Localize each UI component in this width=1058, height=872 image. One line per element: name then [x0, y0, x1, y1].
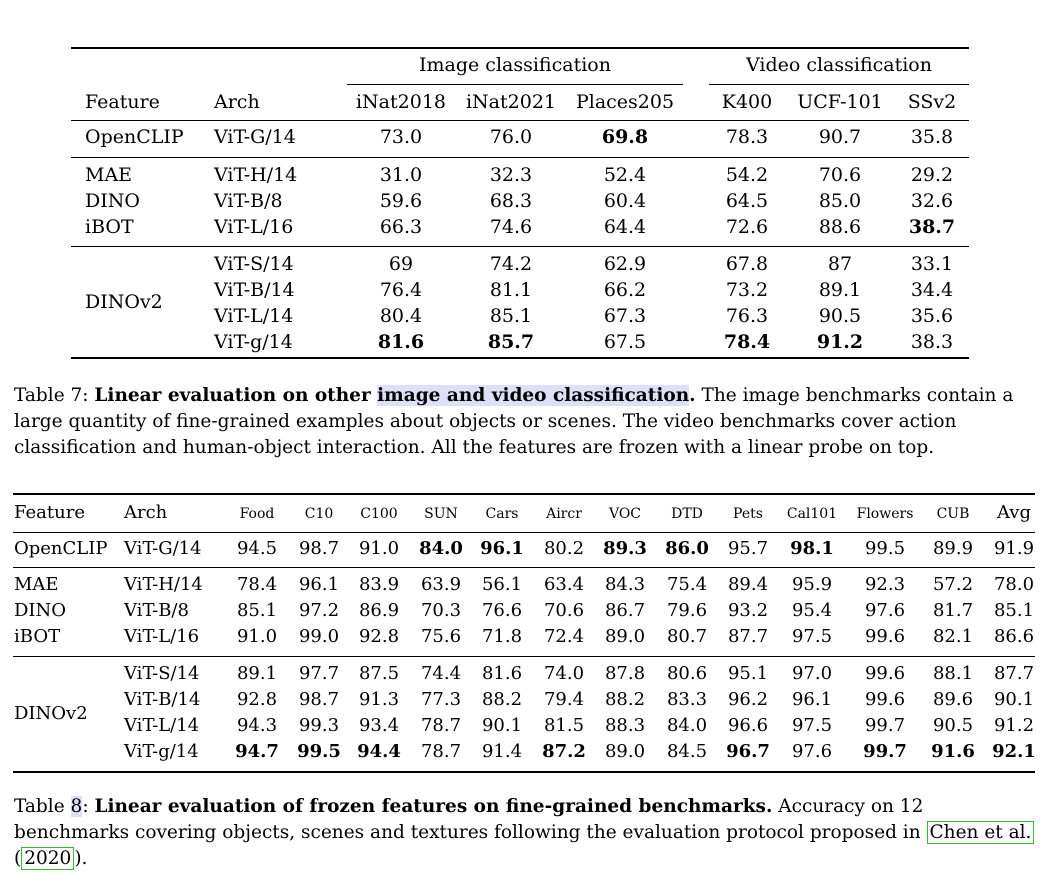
- value-cell: 99.0: [298, 626, 340, 647]
- arch-cell: ViT-B/14: [214, 279, 295, 301]
- value-cell: 86.6: [993, 626, 1035, 647]
- value-cell: 86.0: [665, 538, 709, 559]
- value-cell: 88.2: [481, 689, 523, 710]
- value-cell: 97.5: [791, 626, 833, 647]
- value-cell: 89.1: [818, 279, 862, 301]
- value-cell: 91.0: [358, 538, 400, 559]
- feature-cell: OpenCLIP: [85, 126, 184, 148]
- value-cell: 70.3: [420, 600, 462, 621]
- value-cell: 71.8: [481, 626, 523, 647]
- arch-cell: ViT-H/14: [124, 574, 203, 595]
- value-cell: 80.4: [379, 305, 423, 327]
- value-cell: 84.0: [666, 715, 708, 736]
- caption-bold: Linear evaluation of frozen features on fine-grained benchmarks.: [94, 796, 773, 817]
- value-cell: 98.7: [298, 689, 340, 710]
- value-cell: 54.2: [725, 164, 769, 186]
- value-cell: 91.6: [931, 741, 975, 762]
- value-cell: 60.4: [603, 190, 647, 212]
- value-cell: 97.0: [791, 663, 833, 684]
- col-header: Aircr: [546, 506, 582, 522]
- value-cell: 99.6: [864, 626, 906, 647]
- feature-cell: DINO: [14, 600, 67, 621]
- feature-cell: OpenCLIP: [14, 538, 108, 559]
- value-cell: 96.1: [298, 574, 340, 595]
- value-cell: 59.6: [379, 190, 423, 212]
- value-cell: 57.2: [932, 574, 974, 595]
- value-cell: 56.1: [481, 574, 523, 595]
- arch-cell: ViT-S/14: [214, 253, 294, 275]
- value-cell: 96.1: [791, 689, 833, 710]
- value-cell: 81.6: [377, 331, 425, 353]
- value-cell: 73.2: [725, 279, 769, 301]
- value-cell: 80.7: [666, 626, 708, 647]
- value-cell: 89.6: [932, 689, 974, 710]
- value-cell: 90.5: [932, 715, 974, 736]
- caption-bold: Linear evaluation on other: [94, 385, 378, 406]
- value-cell: 87.2: [542, 741, 586, 762]
- group-rule-2: [13, 656, 1035, 657]
- value-cell: 96.2: [727, 689, 769, 710]
- table-8-caption: Table 8: Linear evaluation of frozen features on fine-grained benchmarks. Accuracy on 12 benchmarks covering objects, scenes and textures following the evaluation protocol proposed in Chen et al. ( 2020 ).: [14, 794, 1044, 872]
- value-cell: 91.2: [816, 331, 864, 353]
- value-cell: 90.1: [481, 715, 523, 736]
- value-cell: 32.3: [489, 164, 533, 186]
- value-cell: 88.3: [604, 715, 646, 736]
- col-header: DTD: [671, 506, 703, 522]
- value-cell: 85.1: [993, 600, 1035, 621]
- feature-cell: MAE: [85, 164, 133, 186]
- value-cell: 76.3: [725, 305, 769, 327]
- cmidrule-video: [709, 84, 969, 85]
- value-cell: 70.6: [543, 600, 585, 621]
- bottom-rule: [13, 771, 1035, 773]
- col-header: Cal101: [786, 506, 838, 522]
- value-cell: 88.6: [818, 216, 862, 238]
- citation-link-author[interactable]: Chen et al.: [927, 821, 1035, 844]
- value-cell: 78.4: [723, 331, 771, 353]
- value-cell: 85.1: [489, 305, 533, 327]
- value-cell: 98.7: [298, 538, 340, 559]
- col-header: SUN: [424, 506, 458, 522]
- caption-highlight: image and video classification: [377, 385, 690, 406]
- value-cell: 99.3: [298, 715, 340, 736]
- col-header: Flowers: [856, 506, 914, 522]
- arch-cell: ViT-g/14: [214, 331, 293, 353]
- value-cell: 63.9: [420, 574, 462, 595]
- dinov2-label: DINOv2: [85, 291, 163, 313]
- value-cell: 91.0: [236, 626, 278, 647]
- header-rule: [13, 532, 1035, 533]
- arch-cell: ViT-B/8: [124, 600, 189, 621]
- value-cell: 99.5: [864, 538, 906, 559]
- value-cell: 81.1: [489, 279, 533, 301]
- arch-cell: ViT-L/16: [214, 216, 294, 238]
- value-cell: 99.5: [297, 741, 341, 762]
- value-cell: 76.0: [489, 126, 533, 148]
- value-cell: 97.6: [864, 600, 906, 621]
- col-header: iNat2021: [465, 91, 557, 113]
- value-cell: 91.2: [993, 715, 1035, 736]
- value-cell: 89.0: [604, 741, 646, 762]
- value-cell: 64.4: [603, 216, 647, 238]
- value-cell: 86.7: [604, 600, 646, 621]
- value-cell: 87.8: [604, 663, 646, 684]
- value-cell: 80.6: [666, 663, 708, 684]
- value-cell: 99.7: [864, 715, 906, 736]
- header-rule: [71, 120, 969, 121]
- value-cell: 91.3: [358, 689, 400, 710]
- value-cell: 31.0: [379, 164, 423, 186]
- value-cell: 91.9: [993, 538, 1035, 559]
- value-cell: 89.0: [604, 626, 646, 647]
- value-cell: 74.2: [489, 253, 533, 275]
- value-cell: 95.1: [727, 663, 769, 684]
- caption-text: The image benchmarks contain a large quantity of fine-grained examples about objects or scenes. The video benchmarks cover action classification and human-object interaction. All the features are frozen with a linear probe on top.: [14, 385, 1014, 458]
- value-cell: 72.6: [725, 216, 769, 238]
- value-cell: 76.6: [481, 600, 523, 621]
- value-cell: 94.3: [236, 715, 278, 736]
- value-cell: 34.4: [910, 279, 954, 301]
- value-cell: 79.6: [666, 600, 708, 621]
- value-cell: 70.6: [818, 164, 862, 186]
- value-cell: 87: [827, 253, 853, 275]
- value-cell: 85.7: [487, 331, 535, 353]
- arch-cell: ViT-L/16: [124, 626, 200, 647]
- caption-prefix: Table 7:: [14, 385, 95, 406]
- value-cell: 84.5: [666, 741, 708, 762]
- value-cell: 91.4: [481, 741, 523, 762]
- value-cell: 68.3: [489, 190, 533, 212]
- value-cell: 89.3: [603, 538, 647, 559]
- col-header: iNat2018: [355, 91, 447, 113]
- group-header-image: Image classification: [419, 54, 611, 76]
- caption-prefix: Table: [14, 796, 71, 817]
- table-7-caption: [14, 383, 1044, 461]
- col-header-arch: Arch: [124, 502, 168, 523]
- feature-cell: iBOT: [14, 626, 61, 647]
- value-cell: 78.4: [236, 574, 278, 595]
- col-header: Avg: [997, 502, 1031, 523]
- arch-cell: ViT-G/14: [214, 126, 296, 148]
- value-cell: 66.2: [603, 279, 647, 301]
- value-cell: 97.6: [791, 741, 833, 762]
- value-cell: 99.6: [864, 663, 906, 684]
- arch-cell: ViT-G/14: [124, 538, 202, 559]
- value-cell: 63.4: [543, 574, 585, 595]
- col-header: C10: [304, 506, 334, 522]
- value-cell: 92.8: [358, 626, 400, 647]
- dinov2-label: DINOv2: [14, 703, 88, 724]
- value-cell: 89.4: [727, 574, 769, 595]
- value-cell: 96.6: [727, 715, 769, 736]
- value-cell: 97.2: [298, 600, 340, 621]
- col-header-arch: Arch: [214, 91, 260, 113]
- feature-cell: MAE: [14, 574, 59, 595]
- value-cell: 81.5: [543, 715, 585, 736]
- value-cell: 94.4: [357, 741, 401, 762]
- value-cell: 88.1: [932, 663, 974, 684]
- value-cell: 84.3: [604, 574, 646, 595]
- arch-cell: ViT-H/14: [214, 164, 298, 186]
- arch-cell: ViT-L/14: [214, 305, 294, 327]
- col-header: CUB: [936, 506, 970, 522]
- col-header-feature: Feature: [85, 91, 160, 113]
- value-cell: 97.5: [791, 715, 833, 736]
- col-header: Places205: [575, 91, 675, 113]
- value-cell: 92.8: [236, 689, 278, 710]
- arch-cell: ViT-L/14: [124, 715, 200, 736]
- col-header: Food: [239, 506, 275, 522]
- value-cell: 97.7: [298, 663, 340, 684]
- value-cell: 78.0: [993, 574, 1035, 595]
- caption-colon: :: [82, 796, 95, 817]
- value-cell: 74.0: [543, 663, 585, 684]
- caption-end: .: [81, 848, 88, 869]
- group-rule-1: [13, 567, 1035, 568]
- value-cell: 87.7: [993, 663, 1035, 684]
- value-cell: 75.4: [666, 574, 708, 595]
- bottom-rule: [71, 357, 969, 359]
- value-cell: 90.5: [818, 305, 862, 327]
- value-cell: 84.0: [419, 538, 463, 559]
- caption-bold-end: .: [689, 385, 696, 406]
- value-cell: 32.6: [910, 190, 954, 212]
- value-cell: 85.1: [236, 600, 278, 621]
- value-cell: 35.6: [910, 305, 954, 327]
- group-rule-2: [71, 246, 969, 247]
- arch-cell: ViT-B/8: [214, 190, 283, 212]
- citation-link-year[interactable]: 2020: [21, 847, 74, 870]
- value-cell: 78.3: [725, 126, 769, 148]
- value-cell: 81.6: [481, 663, 523, 684]
- cmidrule-image: [347, 84, 683, 85]
- value-cell: 73.0: [379, 126, 423, 148]
- value-cell: 95.4: [791, 600, 833, 621]
- value-cell: 76.4: [379, 279, 423, 301]
- value-cell: 77.3: [420, 689, 462, 710]
- value-cell: 96.7: [726, 741, 770, 762]
- value-cell: 66.3: [379, 216, 423, 238]
- value-cell: 67.3: [603, 305, 647, 327]
- value-cell: 93.2: [727, 600, 769, 621]
- value-cell: 82.1: [932, 626, 974, 647]
- value-cell: 93.4: [358, 715, 400, 736]
- value-cell: 79.4: [543, 689, 585, 710]
- caption-table-number[interactable]: 8: [70, 796, 83, 817]
- value-cell: 35.8: [910, 126, 954, 148]
- value-cell: 38.7: [908, 216, 956, 238]
- value-cell: 88.2: [604, 689, 646, 710]
- value-cell: 89.9: [932, 538, 974, 559]
- arch-cell: ViT-S/14: [124, 663, 200, 684]
- value-cell: 99.6: [864, 689, 906, 710]
- value-cell: 52.4: [603, 164, 647, 186]
- value-cell: 95.9: [791, 574, 833, 595]
- value-cell: 83.9: [358, 574, 400, 595]
- value-cell: 29.2: [910, 164, 954, 186]
- value-cell: 89.1: [236, 663, 278, 684]
- col-header: VOC: [608, 506, 642, 522]
- col-header: C100: [360, 506, 398, 522]
- value-cell: 86.9: [358, 600, 400, 621]
- value-cell: 38.3: [910, 331, 954, 353]
- value-cell: 83.3: [666, 689, 708, 710]
- value-cell: 90.7: [818, 126, 862, 148]
- value-cell: 72.4: [543, 626, 585, 647]
- arch-cell: ViT-B/14: [124, 689, 201, 710]
- value-cell: 80.2: [543, 538, 585, 559]
- value-cell: 74.6: [489, 216, 533, 238]
- value-cell: 96.1: [480, 538, 524, 559]
- value-cell: 94.5: [236, 538, 278, 559]
- value-cell: 92.1: [992, 741, 1036, 762]
- group-rule-1: [71, 157, 969, 158]
- value-cell: 75.6: [420, 626, 462, 647]
- value-cell: 62.9: [603, 253, 647, 275]
- value-cell: 90.1: [993, 689, 1035, 710]
- col-header: Pets: [733, 506, 763, 522]
- group-header-video: Video classification: [745, 54, 932, 76]
- col-header: UCF-101: [797, 91, 883, 113]
- col-header: Cars: [485, 506, 519, 522]
- value-cell: 69.8: [601, 126, 649, 148]
- value-cell: 74.4: [420, 663, 462, 684]
- arch-cell: ViT-g/14: [124, 741, 199, 762]
- value-cell: 94.7: [235, 741, 279, 762]
- feature-cell: DINO: [85, 190, 140, 212]
- value-cell: 78.7: [420, 741, 462, 762]
- value-cell: 87.5: [358, 663, 400, 684]
- value-cell: 95.7: [727, 538, 769, 559]
- feature-cell: iBOT: [85, 216, 134, 238]
- value-cell: 85.0: [818, 190, 862, 212]
- col-header: SSv2: [907, 91, 957, 113]
- caption-text: Accuracy on 12 benchmarks covering objects, scenes and textures following the evaluation protocol proposed in: [14, 796, 927, 843]
- value-cell: 98.1: [790, 538, 834, 559]
- col-header: K400: [721, 91, 773, 113]
- value-cell: 99.7: [863, 741, 907, 762]
- value-cell: 67.5: [603, 331, 647, 353]
- value-cell: 67.8: [725, 253, 769, 275]
- col-header-feature: Feature: [14, 502, 85, 523]
- value-cell: 87.7: [727, 626, 769, 647]
- value-cell: 81.7: [932, 600, 974, 621]
- value-cell: 33.1: [910, 253, 954, 275]
- top-rule: [13, 493, 1035, 495]
- value-cell: 92.3: [864, 574, 906, 595]
- top-rule: [71, 47, 969, 49]
- value-cell: 69: [388, 253, 414, 275]
- value-cell: 78.7: [420, 715, 462, 736]
- value-cell: 64.5: [725, 190, 769, 212]
